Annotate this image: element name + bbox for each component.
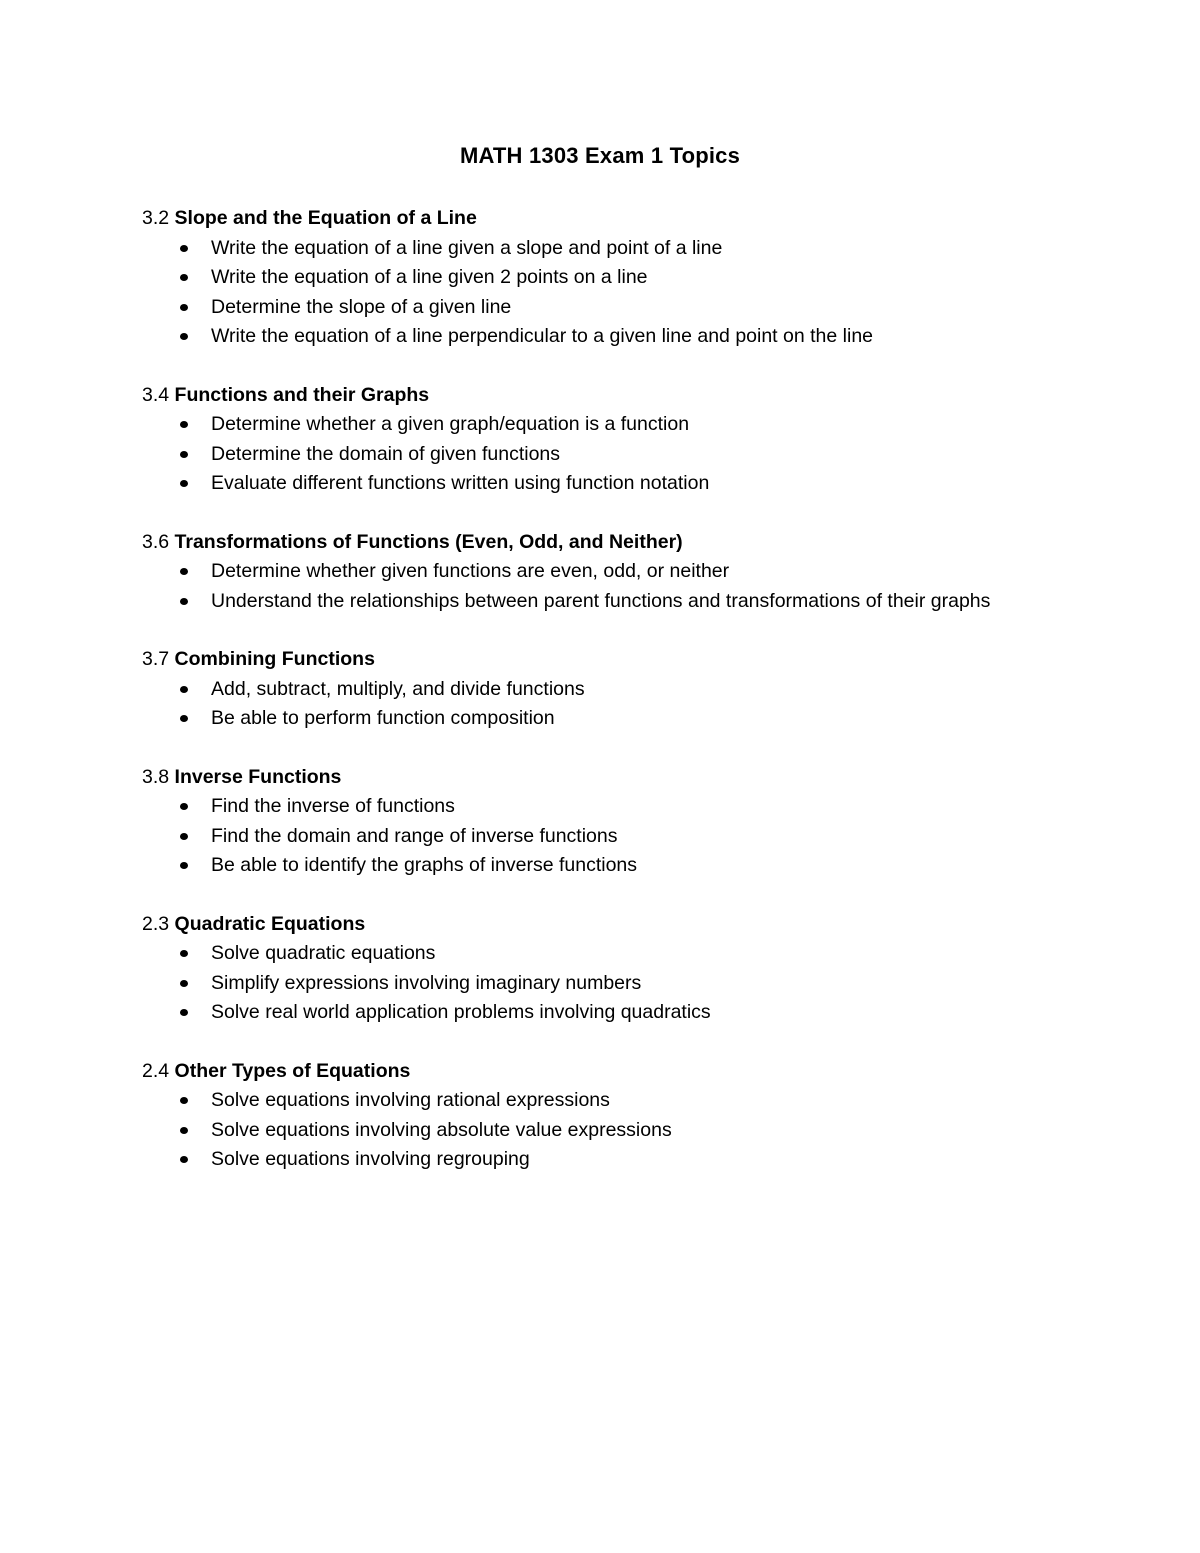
topic-bullet-list (142, 1086, 1042, 1175)
bullet-dot-icon (180, 598, 188, 605)
list-item (142, 557, 1011, 587)
topic-bullet-list (142, 675, 1042, 734)
bullet-dot-icon (180, 1127, 188, 1134)
section-heading (142, 381, 1042, 411)
topic-section (142, 645, 1042, 734)
list-item (142, 851, 1011, 881)
section-number: 2.3 (142, 912, 170, 935)
list-item-text: Find the domain and range of inverse functions (211, 824, 618, 847)
bullet-dot-icon (180, 480, 188, 487)
list-item (142, 675, 1011, 705)
list-item-text: Determine the domain of given functions (211, 442, 561, 465)
list-item (142, 440, 1011, 470)
topic-bullet-list (142, 234, 1042, 352)
bullet-dot-icon (180, 803, 188, 810)
section-number: 3.6 (142, 530, 170, 553)
list-item-text: Determine whether a given graph/equation is a function (211, 413, 690, 435)
list-item (142, 822, 1011, 852)
page-title: MATH 1303 Exam 1 Topics (459, 143, 741, 168)
list-item-text: Determine the slope of a given line (211, 295, 512, 318)
list-item (142, 587, 1011, 617)
section-name: Functions and their Graphs (174, 383, 430, 406)
section-number: 3.2 (142, 207, 170, 229)
section-name: Other Types of Equations (174, 1059, 411, 1082)
section-heading (142, 645, 1042, 675)
section-number: 3.4 (142, 383, 170, 406)
list-item (142, 998, 1011, 1028)
list-item-text: Find the inverse of functions (211, 795, 455, 817)
bullet-dot-icon (180, 304, 188, 311)
bullet-dot-icon (180, 274, 188, 281)
list-item (142, 704, 1011, 734)
topics-list (142, 204, 1042, 1204)
bullet-dot-icon (180, 1009, 188, 1016)
section-name: Slope and the Equation of a Line (174, 207, 477, 229)
section-name: Inverse Functions (174, 765, 342, 788)
list-item-text: Write the equation of a line given 2 points on a line (211, 266, 648, 288)
topic-bullet-list (142, 557, 1042, 616)
topic-bullet-list (142, 792, 1042, 881)
list-item (142, 263, 1011, 293)
bullet-dot-icon (180, 568, 188, 575)
topic-section (142, 528, 1042, 617)
bullet-dot-icon (180, 1156, 188, 1163)
bullet-dot-icon (180, 1097, 188, 1104)
bullet-dot-icon (180, 421, 188, 428)
list-item-text: Write the equation of a line given a slope and point of a line (211, 236, 723, 259)
list-item-text: Evaluate different functions written using function notation (211, 472, 710, 494)
list-item-text: Solve equations involving rational expressions (211, 1089, 610, 1111)
section-name: Transformations of Functions (Even, Odd, and Neither) (174, 530, 683, 553)
list-item-text: Be able to perform function composition (211, 707, 555, 729)
list-item-text: Write the equation of a line perpendicular to a given line and point on the line (211, 325, 874, 347)
list-item (142, 469, 1011, 499)
topic-section (142, 381, 1042, 499)
section-heading (142, 910, 1042, 940)
list-item-text: Simplify expressions involving imaginary numbers (211, 971, 642, 994)
list-item-text: Solve equations involving regrouping (211, 1148, 530, 1170)
list-item-text: Solve quadratic equations (211, 942, 436, 964)
bullet-dot-icon (180, 862, 188, 869)
list-item (142, 293, 1011, 323)
list-item (142, 792, 1011, 822)
section-number: 2.4 (142, 1059, 170, 1082)
list-item-text: Add, subtract, multiply, and divide functions (211, 677, 585, 700)
section-number: 3.7 (142, 648, 170, 670)
section-heading (142, 528, 1042, 558)
list-item (142, 234, 1011, 264)
bullet-dot-icon (180, 451, 188, 458)
bullet-dot-icon (180, 715, 188, 722)
bullet-dot-icon (180, 686, 188, 693)
list-item (142, 1116, 1011, 1146)
list-item-text: Solve equations involving absolute value expressions (211, 1118, 672, 1141)
bullet-dot-icon (180, 245, 188, 252)
list-item-text: Understand the relationships between parent functions and transformations of their graphs (211, 589, 991, 612)
section-heading (142, 204, 1042, 234)
section-name: Combining Functions (174, 648, 375, 670)
topic-section (142, 1057, 1042, 1175)
section-name: Quadratic Equations (174, 912, 366, 935)
list-item-text: Determine whether given functions are even, odd, or neither (211, 560, 730, 582)
topic-section (142, 204, 1042, 352)
topic-section (142, 910, 1042, 1028)
bullet-dot-icon (180, 833, 188, 840)
list-item (142, 969, 1011, 999)
list-item (142, 1145, 1011, 1175)
list-item-text: Solve real world application problems involving quadratics (211, 1001, 711, 1023)
bullet-dot-icon (180, 980, 188, 987)
list-item (142, 939, 1011, 969)
list-item (142, 1086, 1011, 1116)
section-heading (142, 763, 1042, 793)
section-number: 3.8 (142, 765, 170, 788)
bullet-dot-icon (180, 333, 188, 340)
topic-bullet-list (142, 410, 1042, 499)
list-item (142, 322, 1011, 352)
list-item-text: Be able to identify the graphs of inverse functions (211, 854, 638, 876)
topic-section (142, 763, 1042, 881)
section-heading (142, 1057, 1042, 1087)
list-item (142, 410, 1011, 440)
topic-bullet-list (142, 939, 1042, 1028)
bullet-dot-icon (180, 950, 188, 957)
